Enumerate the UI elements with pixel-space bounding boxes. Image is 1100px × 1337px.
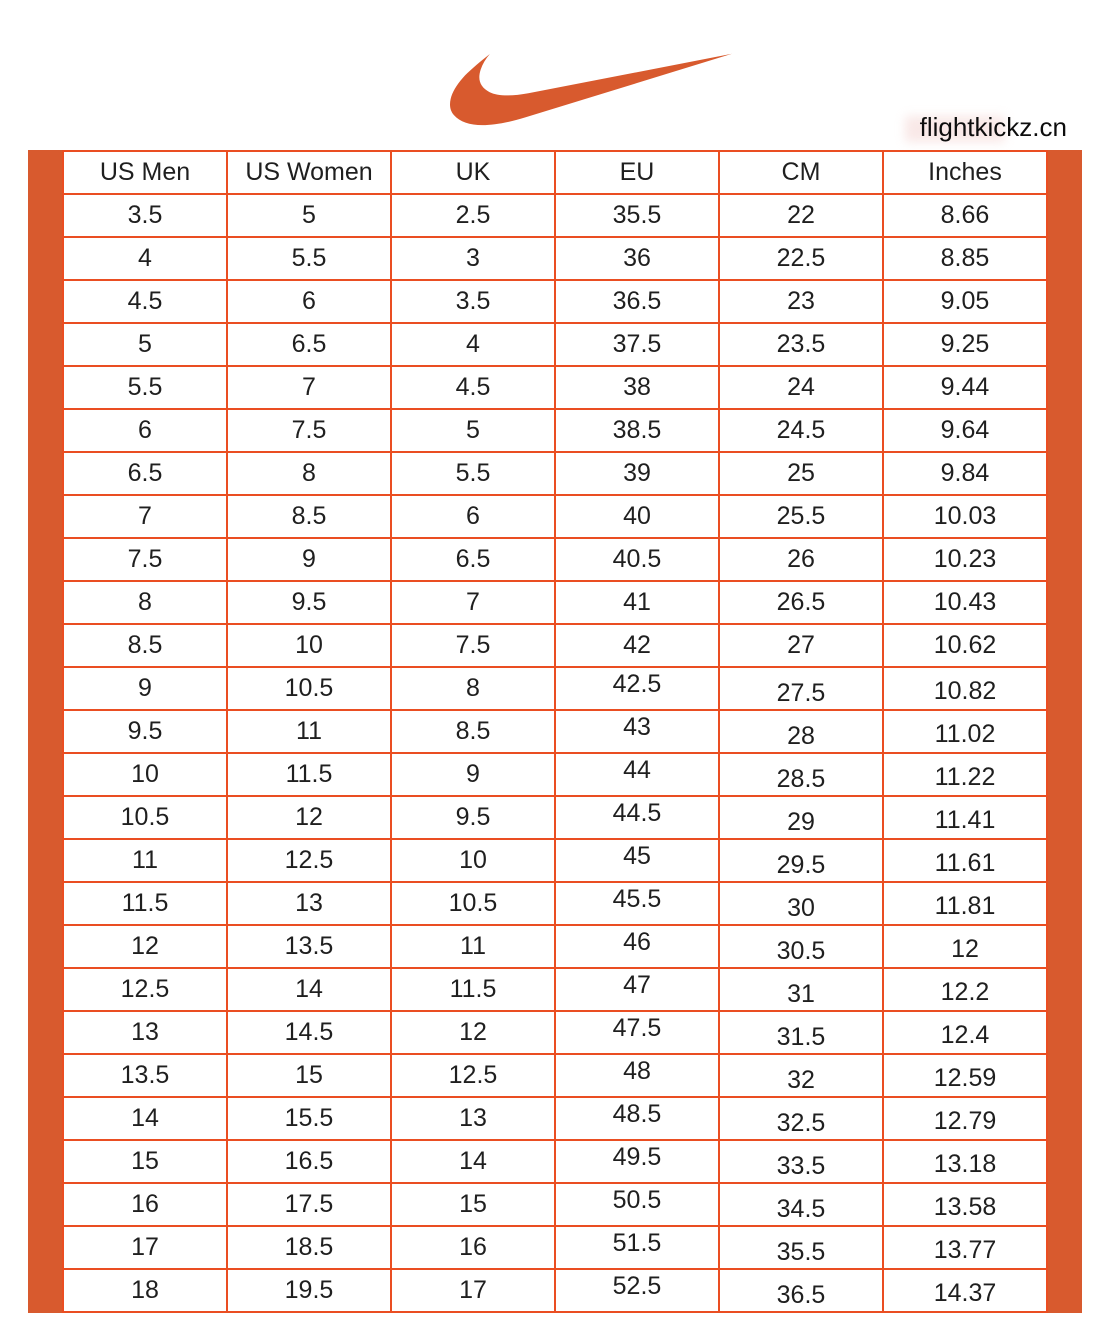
size-cell: 23 <box>719 280 883 323</box>
size-cell: 36.5 <box>555 280 719 323</box>
table-row <box>63 1269 1047 1312</box>
size-cell: 10.43 <box>883 581 1047 624</box>
size-cell: 10.03 <box>883 495 1047 538</box>
size-cell: 9.5 <box>63 710 227 753</box>
right-accent-bar <box>1048 150 1082 1313</box>
table-row <box>63 538 1047 581</box>
size-cell: 42 <box>555 624 719 667</box>
size-cell: 46 <box>555 925 719 968</box>
size-cell: 38.5 <box>555 409 719 452</box>
size-cell: 12.5 <box>63 968 227 1011</box>
size-cell: 40 <box>555 495 719 538</box>
size-cell: 17 <box>63 1226 227 1269</box>
size-cell: 6.5 <box>391 538 555 581</box>
size-cell: 18 <box>63 1269 227 1312</box>
size-cell: 14.37 <box>883 1269 1047 1312</box>
size-cell: 45 <box>555 839 719 882</box>
size-cell: 18.5 <box>227 1226 391 1269</box>
size-cell: 11 <box>391 925 555 968</box>
size-cell: 8 <box>391 667 555 710</box>
size-cell: 29 <box>719 796 883 839</box>
size-cell: 36.5 <box>719 1269 883 1312</box>
size-cell: 15 <box>227 1054 391 1097</box>
size-cell: 19.5 <box>227 1269 391 1312</box>
size-cell: 13.77 <box>883 1226 1047 1269</box>
size-cell: 27 <box>719 624 883 667</box>
size-cell: 9 <box>227 538 391 581</box>
size-cell: 9.25 <box>883 323 1047 366</box>
table-row <box>63 839 1047 882</box>
size-cell: 6.5 <box>63 452 227 495</box>
column-header: US Women <box>227 151 391 194</box>
size-cell: 15 <box>63 1140 227 1183</box>
size-cell: 4 <box>391 323 555 366</box>
size-cell: 17 <box>391 1269 555 1312</box>
table-row <box>63 280 1047 323</box>
size-cell: 8 <box>63 581 227 624</box>
size-cell: 38 <box>555 366 719 409</box>
size-cell: 12.4 <box>883 1011 1047 1054</box>
size-cell: 5.5 <box>227 237 391 280</box>
size-cell: 9 <box>63 667 227 710</box>
size-cell: 8.66 <box>883 194 1047 237</box>
size-cell: 3.5 <box>63 194 227 237</box>
size-cell: 34.5 <box>719 1183 883 1226</box>
table-row <box>63 366 1047 409</box>
size-cell: 11.5 <box>227 753 391 796</box>
size-cell: 8.5 <box>227 495 391 538</box>
size-cell: 44.5 <box>555 796 719 839</box>
column-header: US Men <box>63 151 227 194</box>
size-cell: 35.5 <box>719 1226 883 1269</box>
size-cell: 35.5 <box>555 194 719 237</box>
table-row <box>63 1183 1047 1226</box>
size-cell: 32 <box>719 1054 883 1097</box>
size-cell: 8.85 <box>883 237 1047 280</box>
size-cell: 8 <box>227 452 391 495</box>
size-cell: 7 <box>227 366 391 409</box>
size-cell: 10.5 <box>227 667 391 710</box>
size-cell: 10.82 <box>883 667 1047 710</box>
size-cell: 40.5 <box>555 538 719 581</box>
size-cell: 29.5 <box>719 839 883 882</box>
size-cell: 48.5 <box>555 1097 719 1140</box>
size-cell: 36 <box>555 237 719 280</box>
size-cell: 10 <box>227 624 391 667</box>
size-cell: 3 <box>391 237 555 280</box>
size-cell: 32.5 <box>719 1097 883 1140</box>
size-cell: 6 <box>227 280 391 323</box>
size-cell: 12 <box>391 1011 555 1054</box>
left-accent-bar <box>28 150 62 1313</box>
size-cell: 37.5 <box>555 323 719 366</box>
column-header: UK <box>391 151 555 194</box>
size-cell: 27.5 <box>719 667 883 710</box>
table-row <box>63 624 1047 667</box>
size-cell: 22.5 <box>719 237 883 280</box>
size-cell: 12 <box>63 925 227 968</box>
size-cell: 51.5 <box>555 1226 719 1269</box>
size-cell: 6 <box>63 409 227 452</box>
size-cell: 8.5 <box>63 624 227 667</box>
size-cell: 22 <box>719 194 883 237</box>
size-cell: 24 <box>719 366 883 409</box>
column-header: EU <box>555 151 719 194</box>
size-cell: 5 <box>391 409 555 452</box>
size-cell: 13 <box>63 1011 227 1054</box>
table-row <box>63 925 1047 968</box>
size-cell: 48 <box>555 1054 719 1097</box>
size-cell: 7.5 <box>227 409 391 452</box>
size-cell: 12.5 <box>391 1054 555 1097</box>
nike-swoosh-icon <box>450 30 732 126</box>
size-cell: 31 <box>719 968 883 1011</box>
table-body <box>63 194 1047 1312</box>
size-cell: 10.5 <box>63 796 227 839</box>
table-row <box>63 882 1047 925</box>
size-cell: 9.05 <box>883 280 1047 323</box>
table-row <box>63 1097 1047 1140</box>
size-cell: 11.61 <box>883 839 1047 882</box>
size-cell: 5.5 <box>391 452 555 495</box>
size-cell: 28 <box>719 710 883 753</box>
size-cell: 13.58 <box>883 1183 1047 1226</box>
size-cell: 12.79 <box>883 1097 1047 1140</box>
table-row <box>63 1011 1047 1054</box>
size-cell: 16 <box>391 1226 555 1269</box>
size-cell: 39 <box>555 452 719 495</box>
size-cell: 12.59 <box>883 1054 1047 1097</box>
column-header: Inches <box>883 151 1047 194</box>
size-cell: 14 <box>63 1097 227 1140</box>
size-cell: 14 <box>391 1140 555 1183</box>
table-row <box>63 237 1047 280</box>
size-cell: 9.64 <box>883 409 1047 452</box>
size-cell: 6 <box>391 495 555 538</box>
size-cell: 47 <box>555 968 719 1011</box>
size-cell: 11.41 <box>883 796 1047 839</box>
size-cell: 4.5 <box>63 280 227 323</box>
table-row <box>63 753 1047 796</box>
size-cell: 13 <box>227 882 391 925</box>
size-cell: 11.5 <box>63 882 227 925</box>
size-cell: 49.5 <box>555 1140 719 1183</box>
size-cell: 16 <box>63 1183 227 1226</box>
size-cell: 13.5 <box>227 925 391 968</box>
table-row <box>63 581 1047 624</box>
size-cell: 13.18 <box>883 1140 1047 1183</box>
size-cell: 7 <box>63 495 227 538</box>
size-cell: 5.5 <box>63 366 227 409</box>
size-cell: 7 <box>391 581 555 624</box>
table-row <box>63 796 1047 839</box>
size-cell: 33.5 <box>719 1140 883 1183</box>
size-cell: 11.5 <box>391 968 555 1011</box>
size-cell: 23.5 <box>719 323 883 366</box>
size-cell: 45.5 <box>555 882 719 925</box>
size-cell: 15.5 <box>227 1097 391 1140</box>
size-chart-table <box>28 150 1082 1313</box>
size-cell: 10.62 <box>883 624 1047 667</box>
size-cell: 7.5 <box>391 624 555 667</box>
size-cell: 10 <box>391 839 555 882</box>
size-cell: 28.5 <box>719 753 883 796</box>
size-cell: 30 <box>719 882 883 925</box>
size-cell: 25.5 <box>719 495 883 538</box>
table-row <box>63 667 1047 710</box>
size-cell: 4 <box>63 237 227 280</box>
size-cell: 10.5 <box>391 882 555 925</box>
size-cell: 11.02 <box>883 710 1047 753</box>
size-table <box>62 150 1048 1313</box>
size-cell: 30.5 <box>719 925 883 968</box>
size-cell: 10 <box>63 753 227 796</box>
size-cell: 26.5 <box>719 581 883 624</box>
size-cell: 3.5 <box>391 280 555 323</box>
size-cell: 9.5 <box>227 581 391 624</box>
column-header: CM <box>719 151 883 194</box>
size-cell: 44 <box>555 753 719 796</box>
table-row <box>63 968 1047 1011</box>
size-cell: 47.5 <box>555 1011 719 1054</box>
size-cell: 4.5 <box>391 366 555 409</box>
size-cell: 16.5 <box>227 1140 391 1183</box>
size-cell: 25 <box>719 452 883 495</box>
header-row <box>63 151 1047 194</box>
size-cell: 5 <box>63 323 227 366</box>
size-cell: 12 <box>883 925 1047 968</box>
size-cell: 50.5 <box>555 1183 719 1226</box>
size-cell: 31.5 <box>719 1011 883 1054</box>
size-cell: 11 <box>63 839 227 882</box>
size-cell: 11.22 <box>883 753 1047 796</box>
size-cell: 11 <box>227 710 391 753</box>
size-cell: 12.2 <box>883 968 1047 1011</box>
size-cell: 7.5 <box>63 538 227 581</box>
size-cell: 13 <box>391 1097 555 1140</box>
size-cell: 14 <box>227 968 391 1011</box>
watermark-text: flightkickz.cn <box>919 112 1067 142</box>
size-cell: 10.23 <box>883 538 1047 581</box>
table-row <box>63 1140 1047 1183</box>
table-row <box>63 409 1047 452</box>
size-cell: 9.84 <box>883 452 1047 495</box>
size-cell: 24.5 <box>719 409 883 452</box>
table-row <box>63 1226 1047 1269</box>
size-cell: 11.81 <box>883 882 1047 925</box>
size-cell: 9.44 <box>883 366 1047 409</box>
size-cell: 17.5 <box>227 1183 391 1226</box>
size-cell: 8.5 <box>391 710 555 753</box>
size-cell: 9.5 <box>391 796 555 839</box>
size-cell: 13.5 <box>63 1054 227 1097</box>
size-cell: 15 <box>391 1183 555 1226</box>
size-cell: 42.5 <box>555 667 719 710</box>
table-row <box>63 452 1047 495</box>
table-row <box>63 710 1047 753</box>
table-row <box>63 495 1047 538</box>
size-cell: 26 <box>719 538 883 581</box>
size-cell: 43 <box>555 710 719 753</box>
size-cell: 2.5 <box>391 194 555 237</box>
size-cell: 5 <box>227 194 391 237</box>
size-cell: 14.5 <box>227 1011 391 1054</box>
size-cell: 41 <box>555 581 719 624</box>
size-cell: 9 <box>391 753 555 796</box>
size-cell: 6.5 <box>227 323 391 366</box>
table-row <box>63 323 1047 366</box>
size-cell: 12 <box>227 796 391 839</box>
size-cell: 12.5 <box>227 839 391 882</box>
size-cell: 52.5 <box>555 1269 719 1312</box>
table-row <box>63 1054 1047 1097</box>
table-row <box>63 194 1047 237</box>
